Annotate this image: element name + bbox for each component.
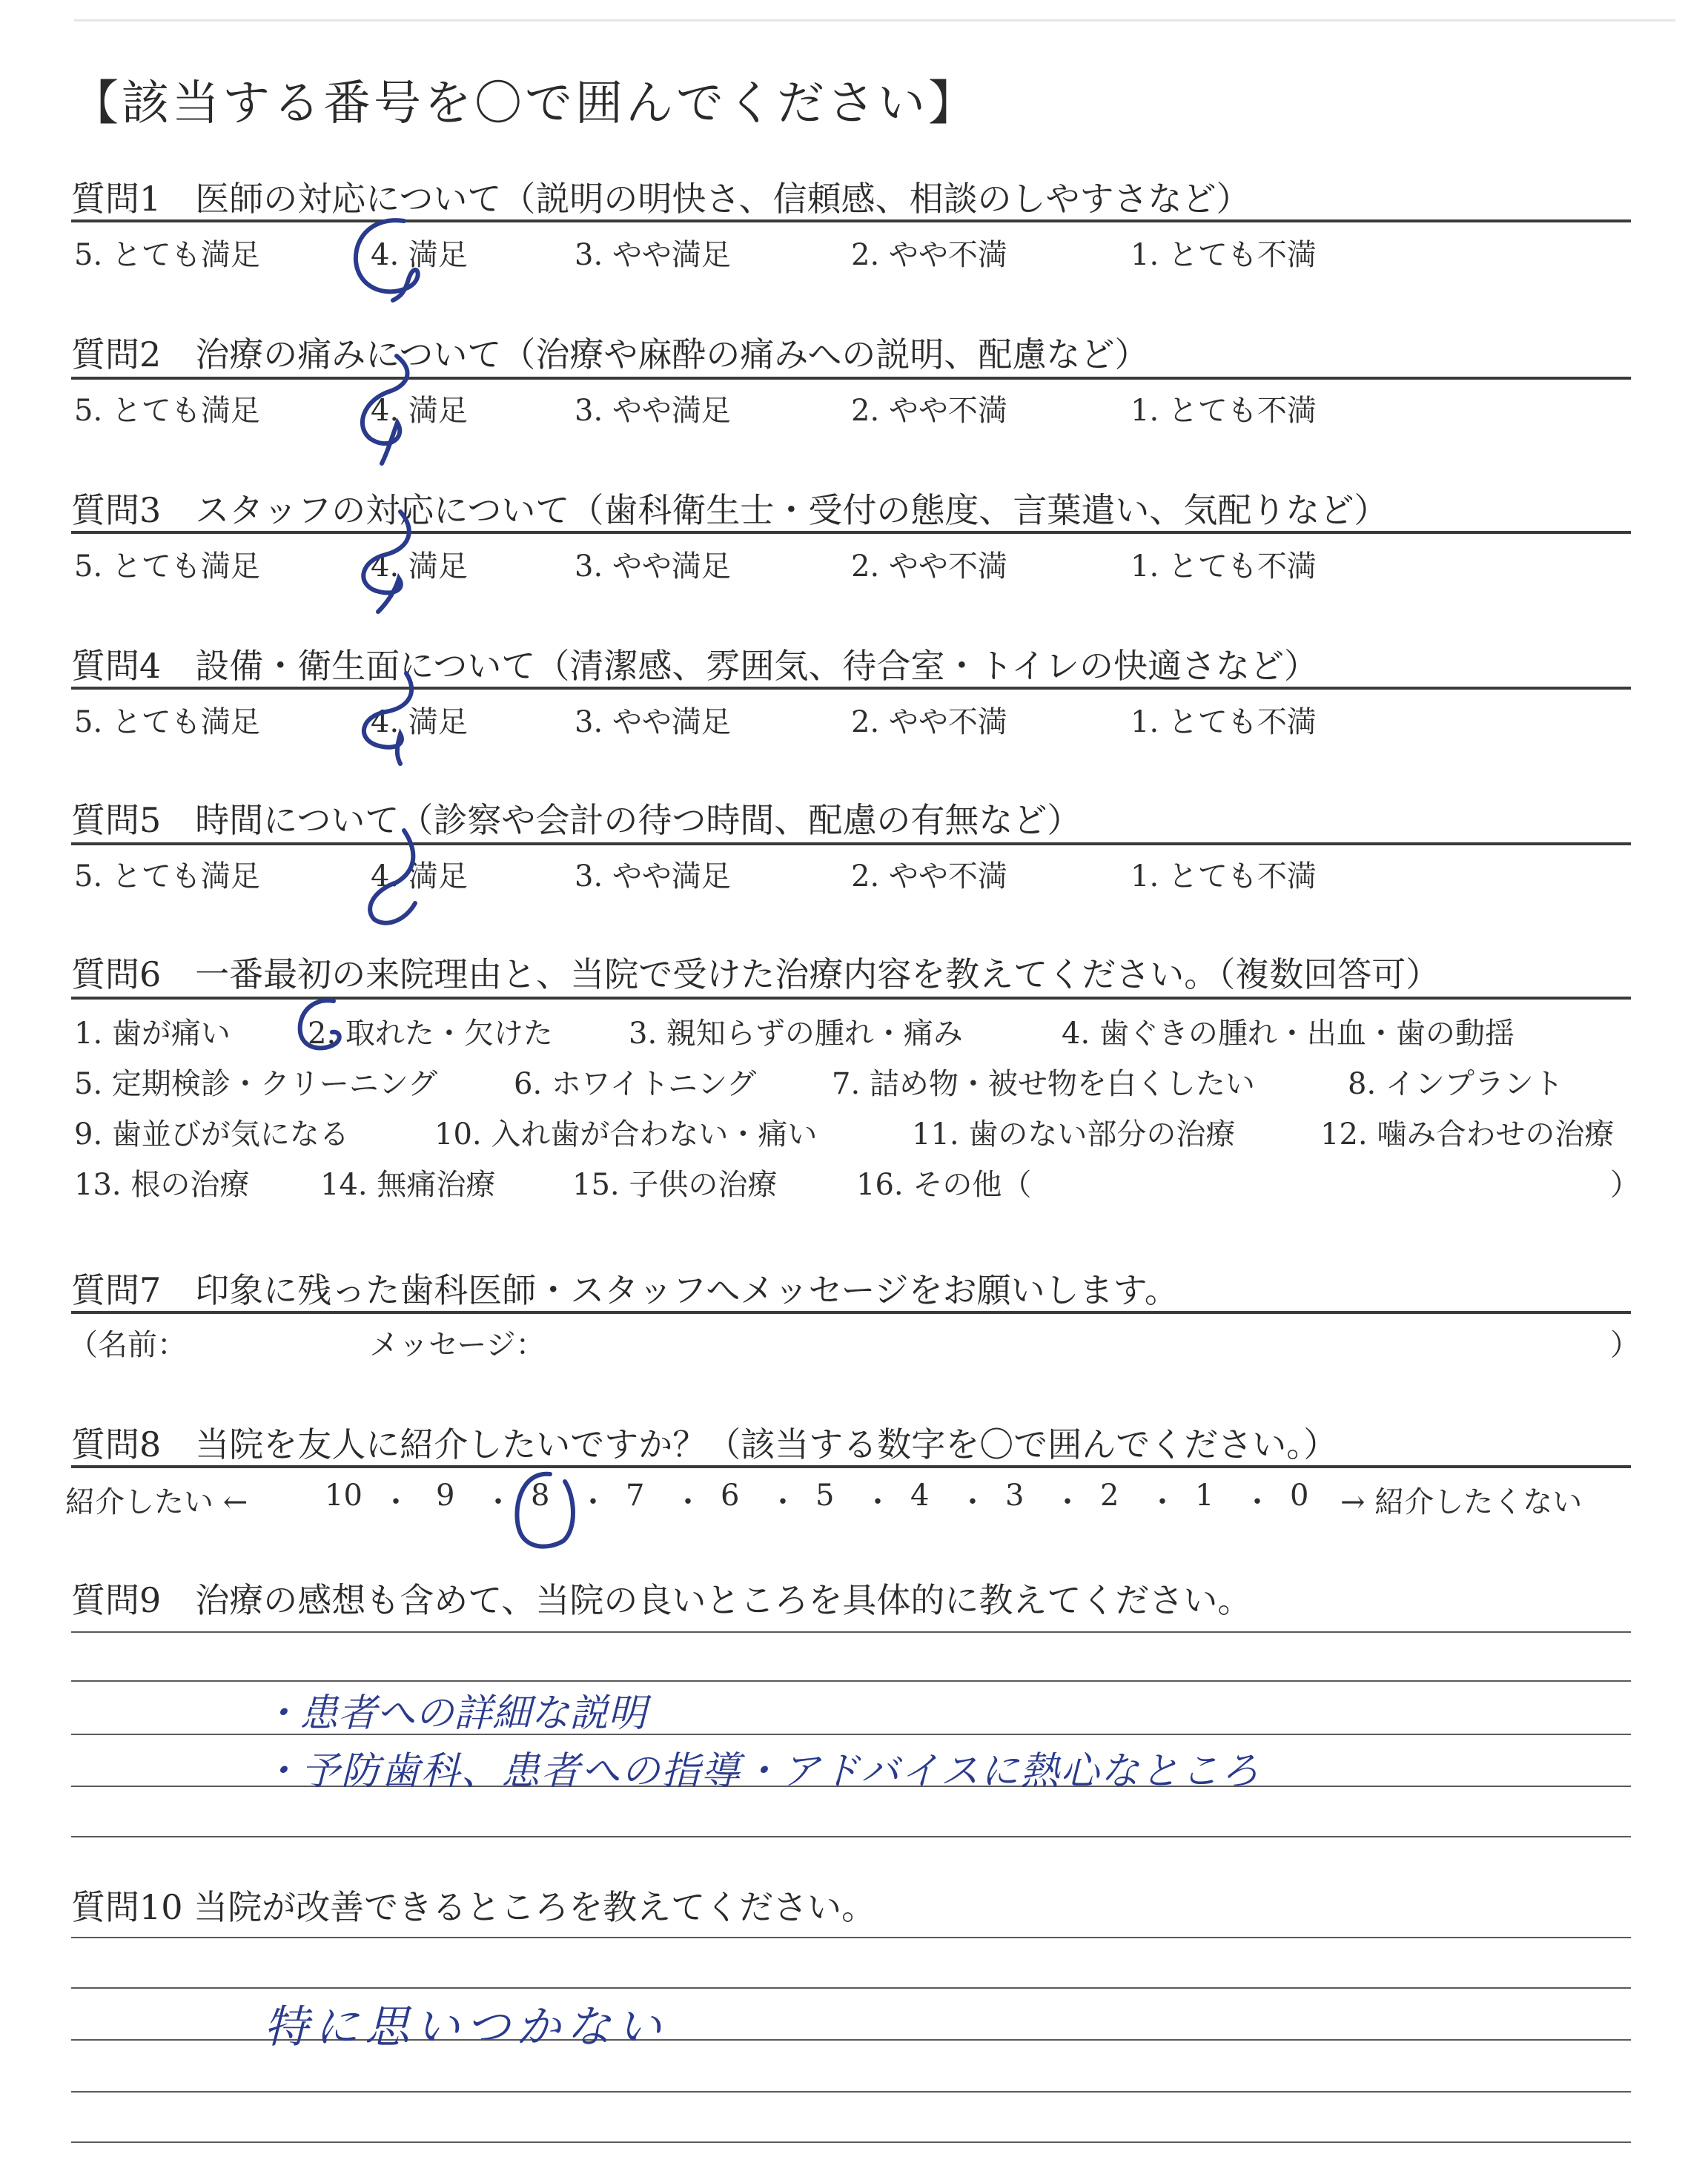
q8-scale-separator: ・ <box>673 1485 703 1519</box>
q8-scale-6[interactable]: 6 <box>721 1479 740 1513</box>
q7-name-label: （名前： <box>68 1328 187 1362</box>
q7-message-label: メッセージ： <box>369 1328 546 1362</box>
q6-option-8[interactable]: 8. インプラント <box>1348 1067 1563 1101</box>
q8-scale-separator: ・ <box>958 1485 987 1519</box>
q6-title: 質問6 一番最初の来院理由と、当院で受けた治療内容を教えてください。（複数回答可） <box>71 954 1440 994</box>
q6-option-5[interactable]: 5. 定期検診・クリーニング <box>74 1067 438 1101</box>
q8-scale-separator: ・ <box>578 1485 608 1519</box>
q1-rule <box>71 219 1631 222</box>
q3-option-3[interactable]: 3. やや満足 <box>575 549 731 584</box>
q7-title: 質問7 印象に残った歯科医師・スタッフへメッセージをお願いします。 <box>71 1270 1179 1310</box>
q8-scale-2[interactable]: 2 <box>1100 1479 1119 1513</box>
q8-title: 質問8 当院を友人に紹介したいですか？（該当する数字を〇で囲んでください。） <box>71 1424 1338 1464</box>
q3-rule <box>71 531 1631 534</box>
q6-option-6[interactable]: 6. ホワイトニング <box>514 1067 757 1101</box>
q5-option-2[interactable]: 2. やや不満 <box>851 859 1007 894</box>
q2-rule <box>71 377 1631 380</box>
q9-writing-line-5 <box>71 1836 1631 1837</box>
q4-option-3[interactable]: 3. やや満足 <box>575 705 731 739</box>
q8-scale-separator: ・ <box>381 1485 411 1519</box>
q4-option-2[interactable]: 2. やや不満 <box>851 705 1007 739</box>
q3-option-4[interactable]: 4. 満足 <box>371 549 468 584</box>
q8-scale-4[interactable]: 4 <box>910 1479 930 1513</box>
q8-scale-separator: ・ <box>863 1485 893 1519</box>
q3-option-2[interactable]: 2. やや不満 <box>851 549 1007 584</box>
q4-option-5[interactable]: 5. とても満足 <box>74 705 260 739</box>
q9-answer-line-1: ・患者への詳細な説明 <box>261 1691 647 1736</box>
q2-option-2[interactable]: 2. やや不満 <box>851 394 1007 428</box>
q8-scale-10[interactable]: 10 <box>325 1479 363 1513</box>
q1-option-2[interactable]: 2. やや不満 <box>851 238 1007 272</box>
q8-scale-separator: ・ <box>483 1485 513 1519</box>
q8-left-label: 紹介したい ← <box>65 1485 248 1519</box>
q2-option-5[interactable]: 5. とても満足 <box>74 394 260 428</box>
q8-scale-1[interactable]: 1 <box>1195 1479 1214 1513</box>
q4-rule <box>71 687 1631 690</box>
q5-rule <box>71 842 1631 845</box>
q1-option-1[interactable]: 1. とても不満 <box>1131 238 1317 272</box>
q8-scale-7[interactable]: 7 <box>626 1479 645 1513</box>
q4-option-1[interactable]: 1. とても不満 <box>1131 705 1317 739</box>
q2-option-4[interactable]: 4. 満足 <box>371 394 468 428</box>
q9-answer-line-2: ・予防歯科、患者への指導・アドバイスに熱心なところ <box>261 1749 1261 1794</box>
q5-option-1[interactable]: 1. とても不満 <box>1131 859 1317 894</box>
q7-close: ） <box>1610 1328 1640 1362</box>
q8-scale-separator: ・ <box>1242 1485 1272 1519</box>
q1-option-5[interactable]: 5. とても満足 <box>74 238 260 272</box>
q8-scale-5[interactable]: 5 <box>815 1479 835 1513</box>
q2-option-3[interactable]: 3. やや満足 <box>575 394 731 428</box>
q6-option-10[interactable]: 10. 入れ歯が合わない・痛い <box>434 1117 818 1152</box>
q3-title: 質問3 スタッフの対応について（歯科衛生士・受付の態度、言葉遣い、気配りなど） <box>71 490 1388 530</box>
q5-option-4[interactable]: 4. 満足 <box>371 859 468 894</box>
q1-title: 質問1 医師の対応について（説明の明快さ、信頼感、相談のしやすさなど） <box>71 179 1251 219</box>
q6-other-close: ） <box>1610 1168 1640 1202</box>
q10-title: 質問10 当院が改善できるところを教えてください。 <box>71 1887 876 1927</box>
q8-scale-0[interactable]: 0 <box>1290 1479 1309 1513</box>
q10-writing-line-5 <box>71 2141 1631 2143</box>
q5-title: 質問5 時間について（診察や会計の待つ時間、配慮の有無など） <box>71 800 1082 840</box>
page-title: 【該当する番号を〇で囲んでください】 <box>71 76 979 131</box>
q4-option-4[interactable]: 4. 満足 <box>371 705 468 739</box>
q6-option-14[interactable]: 14. 無痛治療 <box>320 1168 496 1202</box>
q7-rule <box>71 1311 1631 1314</box>
q6-option-15[interactable]: 15. 子供の治療 <box>572 1168 778 1202</box>
q8-scale-9[interactable]: 9 <box>436 1479 455 1513</box>
q5-option-5[interactable]: 5. とても満足 <box>74 859 260 894</box>
q8-rule <box>71 1465 1631 1468</box>
q3-option-5[interactable]: 5. とても満足 <box>74 549 260 584</box>
q6-option-12[interactable]: 12. 噛み合わせの治療 <box>1320 1117 1615 1152</box>
q2-option-1[interactable]: 1. とても不満 <box>1131 394 1317 428</box>
q8-scale-separator: ・ <box>1148 1485 1177 1519</box>
q6-option-9[interactable]: 9. 歯並びが気になる <box>74 1117 349 1152</box>
q5-option-3[interactable]: 3. やや満足 <box>575 859 731 894</box>
q1-option-4[interactable]: 4. 満足 <box>371 238 468 272</box>
q6-option-13[interactable]: 13. 根の治療 <box>74 1168 250 1202</box>
q6-option-11[interactable]: 11. 歯のない部分の治療 <box>912 1117 1236 1152</box>
q6-option-3[interactable]: 3. 親知らずの腫れ・痛み <box>629 1017 963 1051</box>
top-border <box>74 19 1675 22</box>
q8-scale-8[interactable]: 8 <box>531 1479 550 1513</box>
q10-writing-line-4 <box>71 2091 1631 2093</box>
q3-option-1[interactable]: 1. とても不満 <box>1131 549 1317 584</box>
q8-scale-separator: ・ <box>768 1485 798 1519</box>
q6-option-16[interactable]: 16. その他（ <box>856 1168 1032 1202</box>
q8-right-label: → 紹介したくない <box>1340 1485 1583 1519</box>
q4-title: 質問4 設備・衛生面について（清潔感、雰囲気、待合室・トイレの快適さなど） <box>71 646 1319 686</box>
q6-option-4[interactable]: 4. 歯ぐきの腫れ・出血・歯の動揺 <box>1062 1017 1515 1051</box>
q9-title: 質問9 治療の感想も含めて、当院の良いところを具体的に教えてください。 <box>71 1580 1252 1620</box>
q6-rule <box>71 997 1631 1000</box>
q1-option-3[interactable]: 3. やや満足 <box>575 238 731 272</box>
q2-title: 質問2 治療の痛みについて（治療や麻酔の痛みへの説明、配慮など） <box>71 334 1149 374</box>
q10-writing-line-1 <box>71 1937 1631 1938</box>
q9-writing-line-1 <box>71 1631 1631 1633</box>
q6-option-7[interactable]: 7. 詰め物・被せ物を白くしたい <box>832 1067 1255 1101</box>
q6-option-1[interactable]: 1. 歯が痛い <box>74 1017 231 1051</box>
q8-scale-separator: ・ <box>1053 1485 1082 1519</box>
q10-answer-line-1: 特に思いつかない <box>264 2001 667 2053</box>
q10-writing-line-2 <box>71 1987 1631 1989</box>
q8-scale-3[interactable]: 3 <box>1005 1479 1025 1513</box>
q6-option-2[interactable]: 2. 取れた・欠けた <box>308 1017 553 1051</box>
